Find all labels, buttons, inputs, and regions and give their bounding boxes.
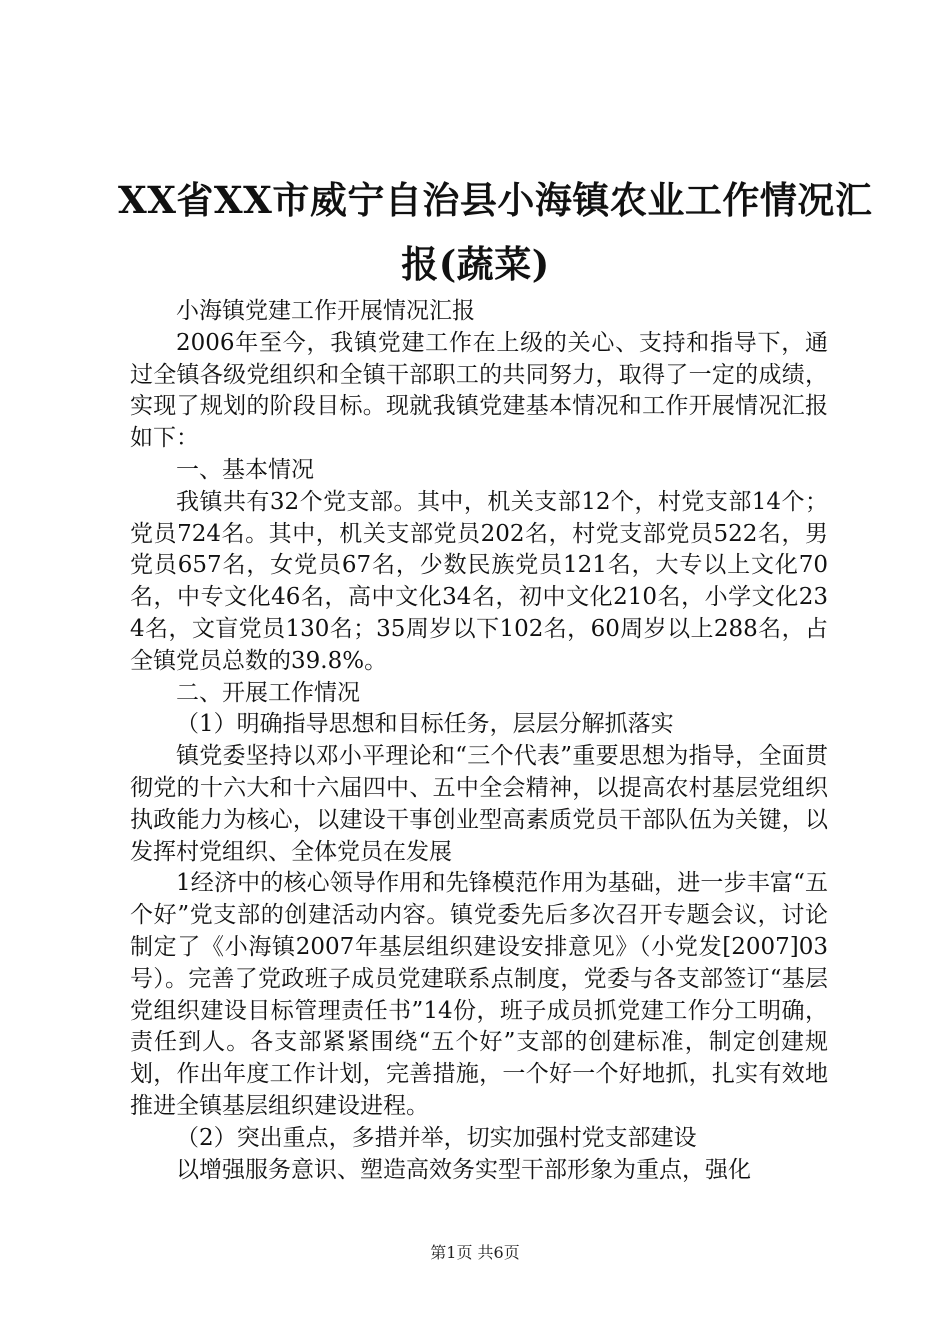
title-line-2: 报(蔬菜) [401,242,550,286]
intro-paragraph: 2006年至今，我镇党建工作在上级的关心、支持和指导下，通过全镇各级党组织和全镇干部职工的共同努力，取得了一定的成绩，实现了规划的阶段目标。现就我镇党建基本情况和工作开展情况汇报如下： [130,329,828,452]
document-title [118,168,873,296]
subsection-heading-2: （2）突出重点，多措并举，切实加强村党支部建设 [176,1124,697,1151]
page-number-footer: 第1页 共6页 [430,1243,520,1262]
section-heading-work-progress: 二、开展工作情况 [176,679,360,706]
document-body [130,296,828,1186]
section-heading-basic-situation: 一、基本情况 [176,456,314,483]
economy-leadership-paragraph: 1经济中的核心领导作用和先锋模范作用为基础，进一步丰富“五个好”党支部的创建活动内容。镇党委先后多次召开专题会议，讨论制定了《小海镇2007年基层组织建设安排意见》（小党发[2007]03号）。完善了党政班子成员党建联系点制度，党委与各支部签订“基层党组织建设目标管理责任书”14份，班子成员抓党建工作分工明确，责任到人。各支部紧紧围绕“五个好”支部的创建标准，制定创建规划，作出年度工作计划，完善措施，一个好一个好地抓，扎实有效地推进全镇基层组织建设进程。 [130,870,828,1119]
guiding-thought-paragraph: 镇党委坚持以邓小平理论和“三个代表”重要思想为指导，全面贯彻党的十六大和十六届四中、五中全会精神，以提高农村基层党组织执政能力为核心，以建设干事创业型高素质党员干部队伍为关键，以发挥村党组织、全体党员在发展 [130,743,828,865]
subtitle-paragraph: 小海镇党建工作开展情况汇报 [176,298,475,324]
basic-situation-paragraph: 我镇共有32个党支部。其中，机关支部12个，村党支部14个；党员724名。其中，机关支部党员202名，村党支部党员522名，男党员657名，女党员67名，少数民族党员121名，大专以上文化70名，中专文化46名，高中文化34名，初中文化210名，小学文化234名，文盲党员130名；35周岁以下102名，60周岁以上288名，占全镇党员总数的39.8%。 [130,488,828,674]
subsection-heading-1: （1）明确指导思想和目标任务，层层分解抓落实 [176,711,674,738]
title-line-1: XX省XX市威宁自治县小海镇农业工作情况汇 [118,178,873,222]
service-awareness-paragraph: 以增强服务意识、塑造高效务实型干部形象为重点，强化 [176,1156,751,1183]
